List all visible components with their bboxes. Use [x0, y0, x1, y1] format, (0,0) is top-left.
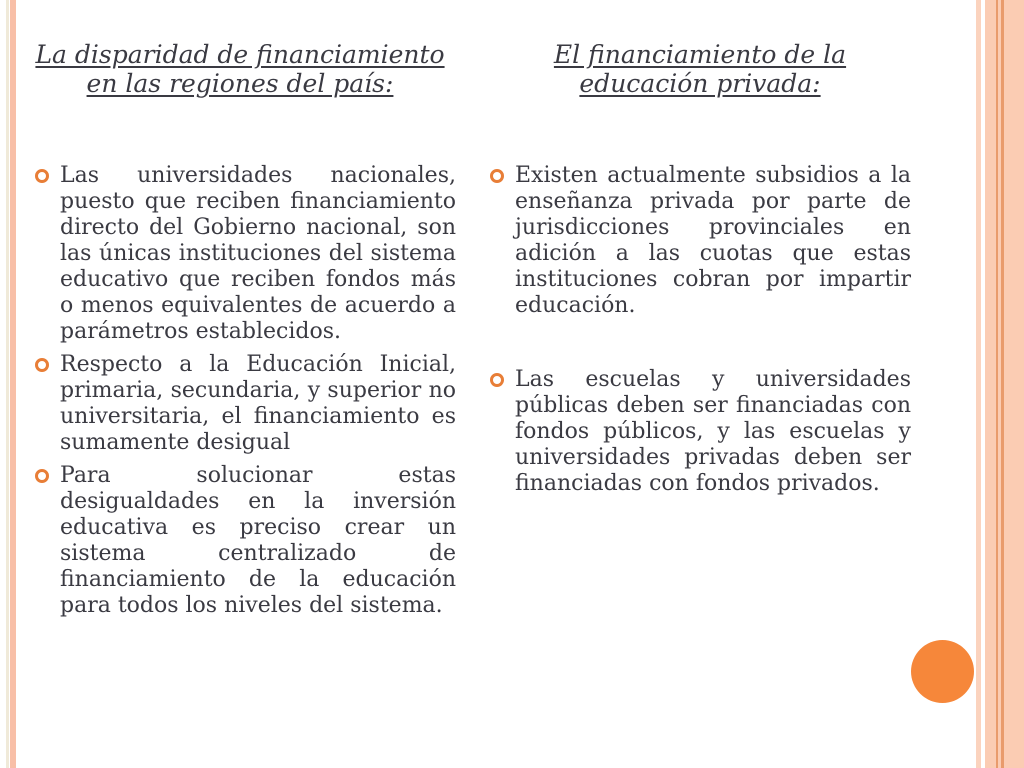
left-column-title [28, 40, 452, 98]
left-column-title-line1: La disparidad de financiamiento [35, 40, 445, 69]
bullet-text: Para solucionar estas desigualdades en la inversión educativa es preciso crear un sistema centralizado de financiamiento de la educación para todos los niveles del sistema. [60, 463, 456, 618]
bullet-ring-icon [490, 373, 504, 387]
left-edge-salmon-stripe [10, 0, 16, 768]
list-item [489, 367, 911, 497]
list-item [34, 463, 456, 619]
bullet-text: Respecto a la Educación Inicial, primaria, secundaria, y superior no universitaria, el financiamiento es sumamente desigual [60, 352, 456, 455]
list-item [34, 352, 456, 456]
left-column-bullet-list [34, 163, 456, 626]
right-column-bullet-list [489, 163, 911, 545]
right-column-title-line1: El financiamiento de la [553, 40, 847, 69]
right-column-title [488, 40, 912, 98]
left-edge-cream-stripe [6, 0, 9, 768]
bullet-text: Existen actualmente subsidios a la enseñanza privada por parte de jurisdicciones provinciales en adición a las cuotas que estas instituciones cobran por impartir educación. [515, 163, 911, 318]
bullet-ring-icon [35, 469, 49, 483]
right-edge-thin-stripe [976, 0, 981, 768]
bullet-text: Las universidades nacionales, puesto que reciben financiamiento directo del Gobierno nacional, son las únicas instituciones del sistema educativo que reciben fondos más o menos equivalentes de acuerdo a parámetros establecidos. [60, 163, 456, 344]
orange-circle-decoration [911, 640, 974, 703]
right-edge-dark-line-1 [996, 0, 998, 768]
left-column-title-line2: en las regiones del país: [86, 69, 394, 98]
bullet-text: Las escuelas y universidades públicas deben ser financiadas con fondos públicos, y las escuelas y universidades privadas deben ser financiadas con fondos privados. [515, 367, 911, 496]
right-edge-dark-line-2 [1001, 0, 1004, 768]
list-item [34, 163, 456, 345]
bullet-ring-icon [490, 169, 504, 183]
bullet-ring-icon [35, 169, 49, 183]
bullet-ring-icon [35, 358, 49, 372]
list-item [489, 163, 911, 319]
right-edge-band [985, 0, 1024, 768]
right-column-title-line2: educación privada: [579, 69, 821, 98]
